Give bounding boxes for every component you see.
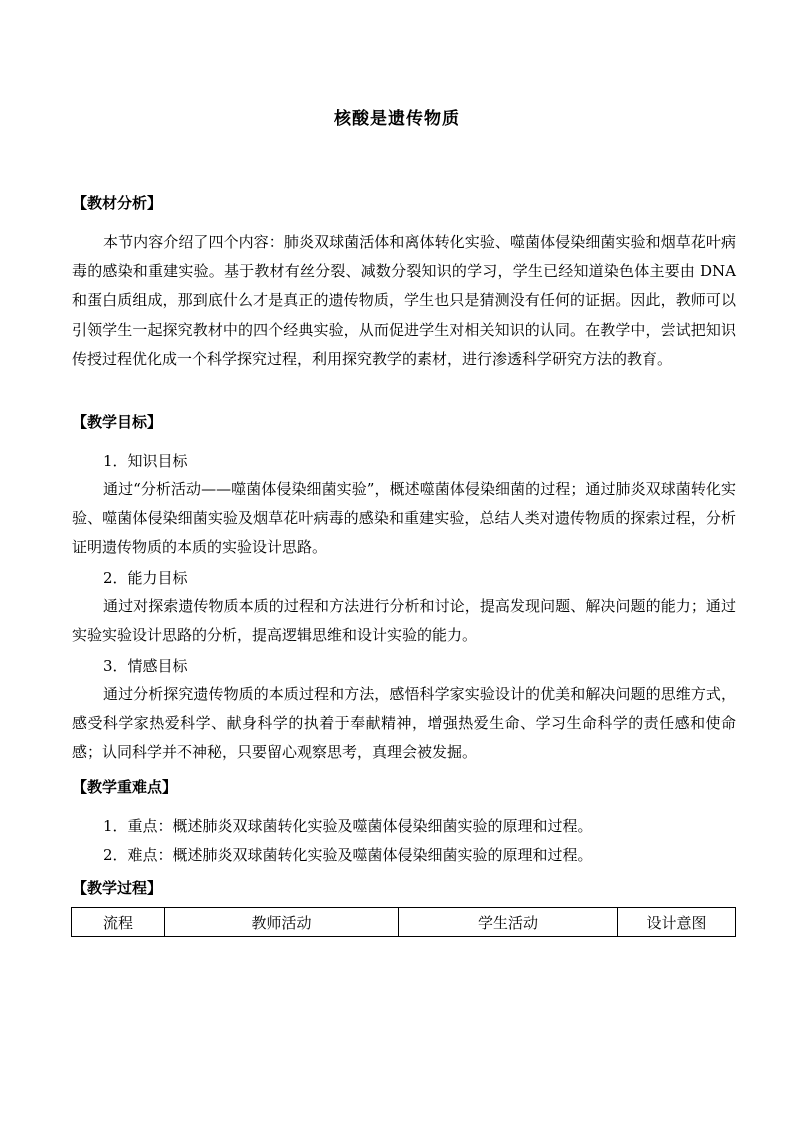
- column-header-design-intent: 设计意图: [618, 908, 736, 937]
- column-header-flow: 流程: [72, 908, 165, 937]
- goal-ability-label: 2．能力目标: [103, 569, 188, 587]
- goal-emotion-label: 3．情感目标: [103, 657, 188, 675]
- goal-knowledge-label: 1．知识目标: [103, 452, 188, 470]
- table-header-row: [72, 908, 736, 937]
- teaching-process-table: [71, 907, 736, 937]
- column-header-student-activity: 学生活动: [399, 908, 618, 937]
- key-point-item: 1．重点：概述肺炎双球菌转化实验及噬菌体侵染细菌实验的原理和过程。: [103, 817, 593, 835]
- goal-knowledge-paragraph: 通过“分析活动——噬菌体侵染细菌实验”，概述噬菌体侵染细菌的过程；通过肺炎双球菌转化实验、噬菌体侵染细菌实验及烟草花叶病毒的感染和重建实验，总结人类对遗传物质的探索过程，分析证明遗传物质的本质的实验设计思路。: [72, 480, 736, 557]
- goal-ability-paragraph: 通过对探索遗传物质本质的过程和方法进行分析和讨论，提高发现问题、解决问题的能力；通过实验实验设计思路的分析，提高逻辑思维和设计实验的能力。: [72, 597, 736, 645]
- material-analysis-paragraph: 本节内容介绍了四个内容：肺炎双球菌活体和离体转化实验、噬菌体侵染细菌实验和烟草花叶病毒的感染和重建实验。基于教材有丝分裂、减数分裂知识的学习，学生已经知道染色体主要由 DNA 和蛋白质组成，那到底什么才是真正的遗传物质，学生也只是猜测没有任何的证据。因此，教师可以引领学生一起探究教材中的四个经典实验，从而促进学生对相关知识的认同。在教学中，尝试把知识传授过程优化成一个科学探究过程，利用探究教学的素材，进行渗透科学研究方法的教育。: [72, 233, 736, 368]
- goal-emotion-paragraph: 通过分析探究遗传物质的本质过程和方法，感悟科学家实验设计的优美和解决问题的思维方式，感受科学家热爱科学、献身科学的执着于奉献精神，增强热爱生命、学习生命科学的责任感和使命感；认同科学并不神秘，只要留心观察思考，真理会被发掘。: [72, 685, 736, 762]
- heading-key-difficult-points: 【教学重难点】: [72, 778, 178, 796]
- heading-teaching-process: 【教学过程】: [72, 879, 163, 897]
- heading-teaching-goals: 【教学目标】: [72, 413, 163, 431]
- difficult-point-item: 2．难点：概述肺炎双球菌转化实验及噬菌体侵染细菌实验的原理和过程。: [103, 846, 593, 864]
- document-title: 核酸是遗传物质: [334, 109, 460, 129]
- heading-material-analysis: 【教材分析】: [72, 194, 163, 212]
- column-header-teacher-activity: 教师活动: [165, 908, 399, 937]
